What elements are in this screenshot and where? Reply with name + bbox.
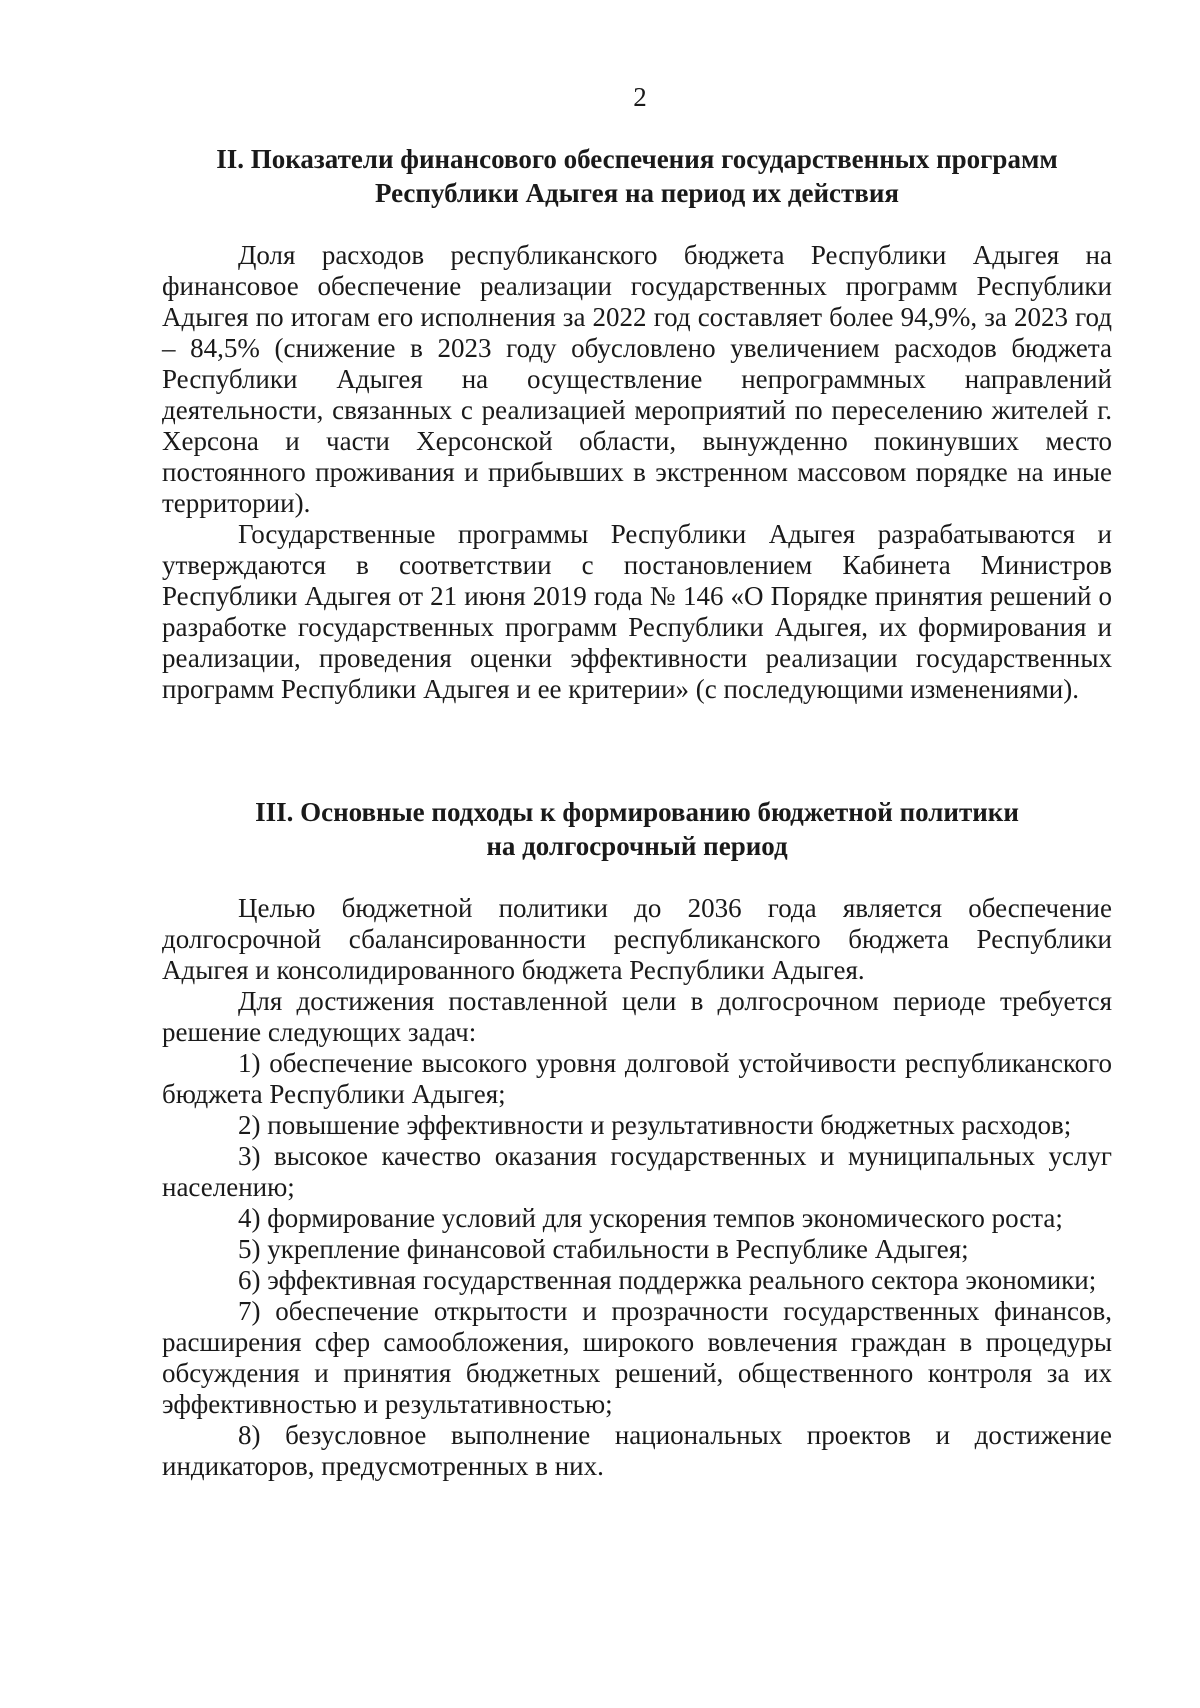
task-item-6: 6) эффективная государственная поддержка реального сектора экономики;: [238, 1265, 1097, 1295]
task-item-7: 7) обеспечение открытости и прозрачности государственных финансов, расширения сфер самообложения, широкого вовлечения граждан в процедуры обсуждения и принятия бюджетных решений, общественного контроля за их эффективностью и результативностью;: [162, 1296, 1112, 1419]
section-2-paragraph-2: Государственные программы Республики Адыгея разрабатываются и утверждаются в соответствии с постановлением Кабинета Министров Республики Адыгея от 21 июня 2019 года № 146 «О Порядке принятия решений о разработке государственных программ Республики Адыгея, их формирования и реализации, проведения оценки эффективности реализации государственных программ Республики Адыгея и ее критерии» (с последующими изменениями).: [162, 519, 1112, 704]
section-3-heading: [162, 795, 1112, 863]
section-2-heading-line-2: Республики Адыгея на период их действия: [374, 178, 900, 208]
section-3-paragraph-tasks-intro: Для достижения поставленной цели в долгосрочном периоде требуется решение следующих задач:: [162, 986, 1112, 1047]
task-item-4: 4) формирование условий для ускорения темпов экономического роста;: [238, 1203, 1063, 1233]
section-3-heading-line-1: III. Основные подходы к формированию бюджетной политики: [255, 797, 1019, 827]
section-2-heading-line-1: II. Показатели финансового обеспечения государственных программ: [216, 144, 1058, 174]
page-number: 2: [633, 82, 647, 112]
section-2-heading: [162, 142, 1112, 210]
section-2-body: [162, 240, 1112, 705]
task-item-3: 3) высокое качество оказания государственных и муниципальных услуг населению;: [162, 1141, 1112, 1202]
section-2-paragraph-1: Доля расходов республиканского бюджета Республики Адыгея на финансовое обеспечение реализации государственных программ Республики Адыгея по итогам его исполнения за 2022 год составляет более 94,9%, за 2023 год – 84,5% (снижение в 2023 году обусловлено увеличением расходов бюджета Республики Адыгея на осуществление непрограммных направлений деятельности, связанных с реализацией мероприятий по переселению жителей г. Херсона и части Херсонской области, вынужденно покинувших место постоянного проживания и прибывших в экстренном массовом порядке на иные территории).: [162, 240, 1112, 518]
task-item-1: 1) обеспечение высокого уровня долговой устойчивости республиканского бюджета Республики Адыгея;: [162, 1048, 1112, 1109]
task-item-8: 8) безусловное выполнение национальных проектов и достижение индикаторов, предусмотренных в них.: [162, 1420, 1112, 1481]
section-3-paragraph-goal: Целью бюджетной политики до 2036 года является обеспечение долгосрочной сбалансированности республиканского бюджета Республики Адыгея и консолидированного бюджета Республики Адыгея.: [162, 893, 1112, 985]
section-3-body: [162, 893, 1112, 1482]
task-item-2: 2) повышение эффективности и результативности бюджетных расходов;: [238, 1110, 1072, 1140]
task-item-5: 5) укрепление финансовой стабильности в Республике Адыгея;: [238, 1234, 969, 1264]
section-3-heading-line-2: на долгосрочный период: [486, 831, 788, 861]
